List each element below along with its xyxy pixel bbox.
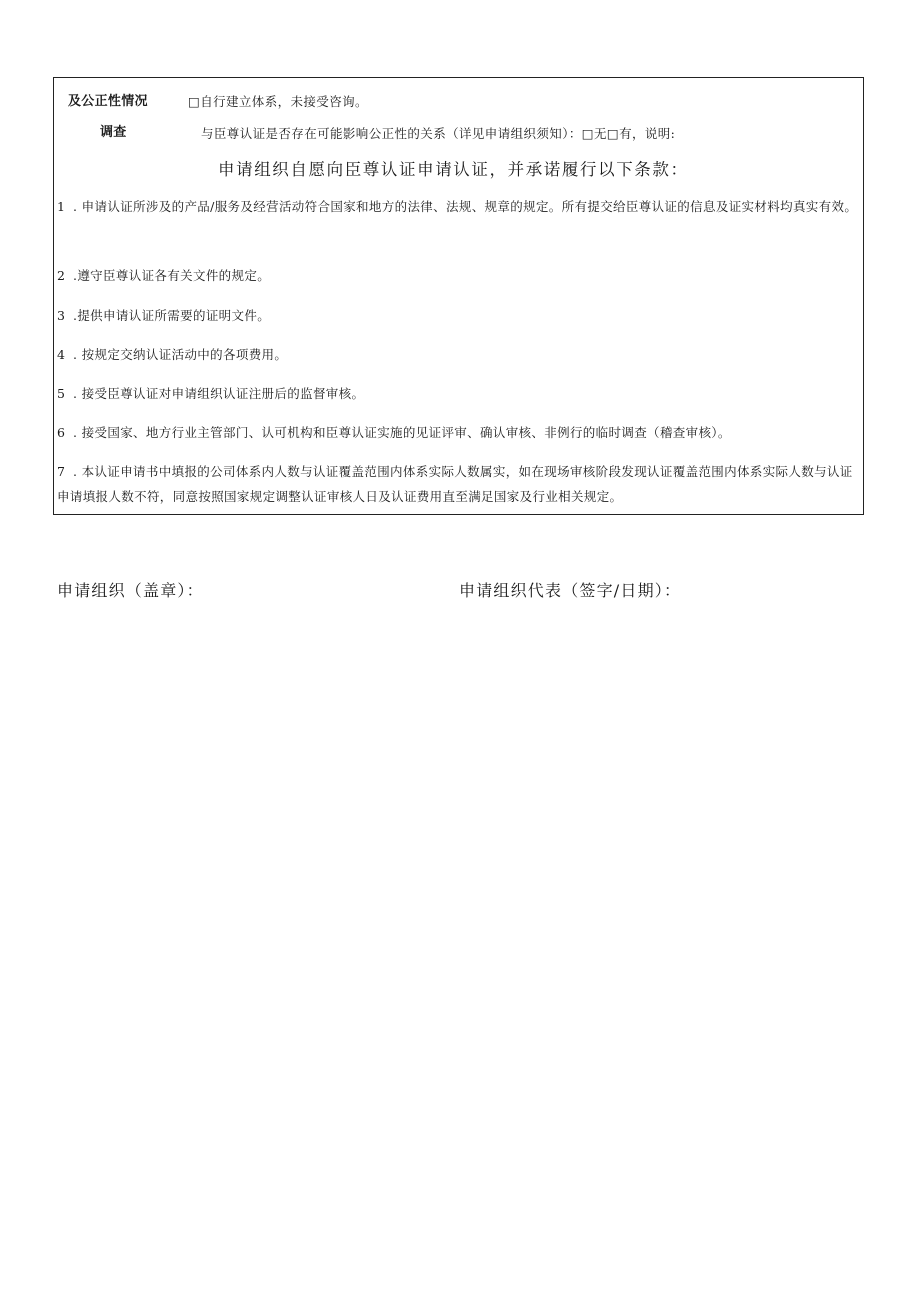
item-number: 3	[57, 308, 66, 323]
commitment-item-6	[57, 420, 862, 445]
commitment-item-5	[57, 381, 862, 406]
item-number: 5	[57, 386, 66, 401]
item-number: 7	[57, 464, 66, 479]
self-built-option: □自行建立体系，未接受咨询。	[188, 94, 368, 109]
item-text: . 本认证申请书中填报的公司体系内人数与认证覆盖范围内体系实际人数属实，如在现场审核阶段发现认证覆盖范围内体系实际人数与认证申请填报人数不符，同意按照国家规定调整认证审核人日及认证费用直至满足国家及行业相关规定。	[57, 464, 853, 504]
field-label-line1: 及公正性情况	[68, 94, 148, 109]
item-text: . 申请认证所涉及的产品/服务及经营活动符合国家和地方的法律、法规、规章的规定。所有提交给臣尊认证的信息及证实材料均真实有效。	[73, 199, 858, 214]
item-text: . 接受臣尊认证对申请组织认证注册后的监督审核。	[73, 386, 365, 401]
commitment-item-1	[57, 194, 862, 219]
commitment-item-3	[57, 303, 862, 328]
relation-question: 与臣尊认证是否存在可能影响公正性的关系（详见申请组织须知）：□无□有，说明:	[201, 126, 676, 141]
commitment-item-2	[57, 263, 862, 288]
item-number: 4	[57, 347, 66, 362]
commitment-heading: 申请组织自愿向臣尊认证申请认证，并承诺履行以下条款：	[218, 160, 689, 179]
item-number: 1	[57, 199, 66, 214]
org-seal-label: 申请组织（盖章）：	[57, 581, 204, 600]
commitment-item-7	[57, 459, 862, 509]
item-text: . 按规定交纳认证活动中的各项费用。	[73, 347, 288, 362]
item-text: .提供申请认证所需要的证明文件。	[73, 308, 271, 323]
commitment-item-4	[57, 342, 862, 367]
item-text: . 接受国家、地方行业主管部门、认可机构和臣尊认证实施的见证评审、确认审核、非例行的临时调查（稽查审核）。	[73, 425, 731, 440]
item-number: 2	[57, 268, 66, 283]
item-number: 6	[57, 425, 66, 440]
item-text: .遵守臣尊认证各有关文件的规定。	[73, 268, 271, 283]
field-label-line2: 调查	[100, 125, 127, 140]
representative-sign-label: 申请组织代表（签字/日期）：	[459, 581, 682, 600]
commitment-form-box	[53, 77, 864, 515]
